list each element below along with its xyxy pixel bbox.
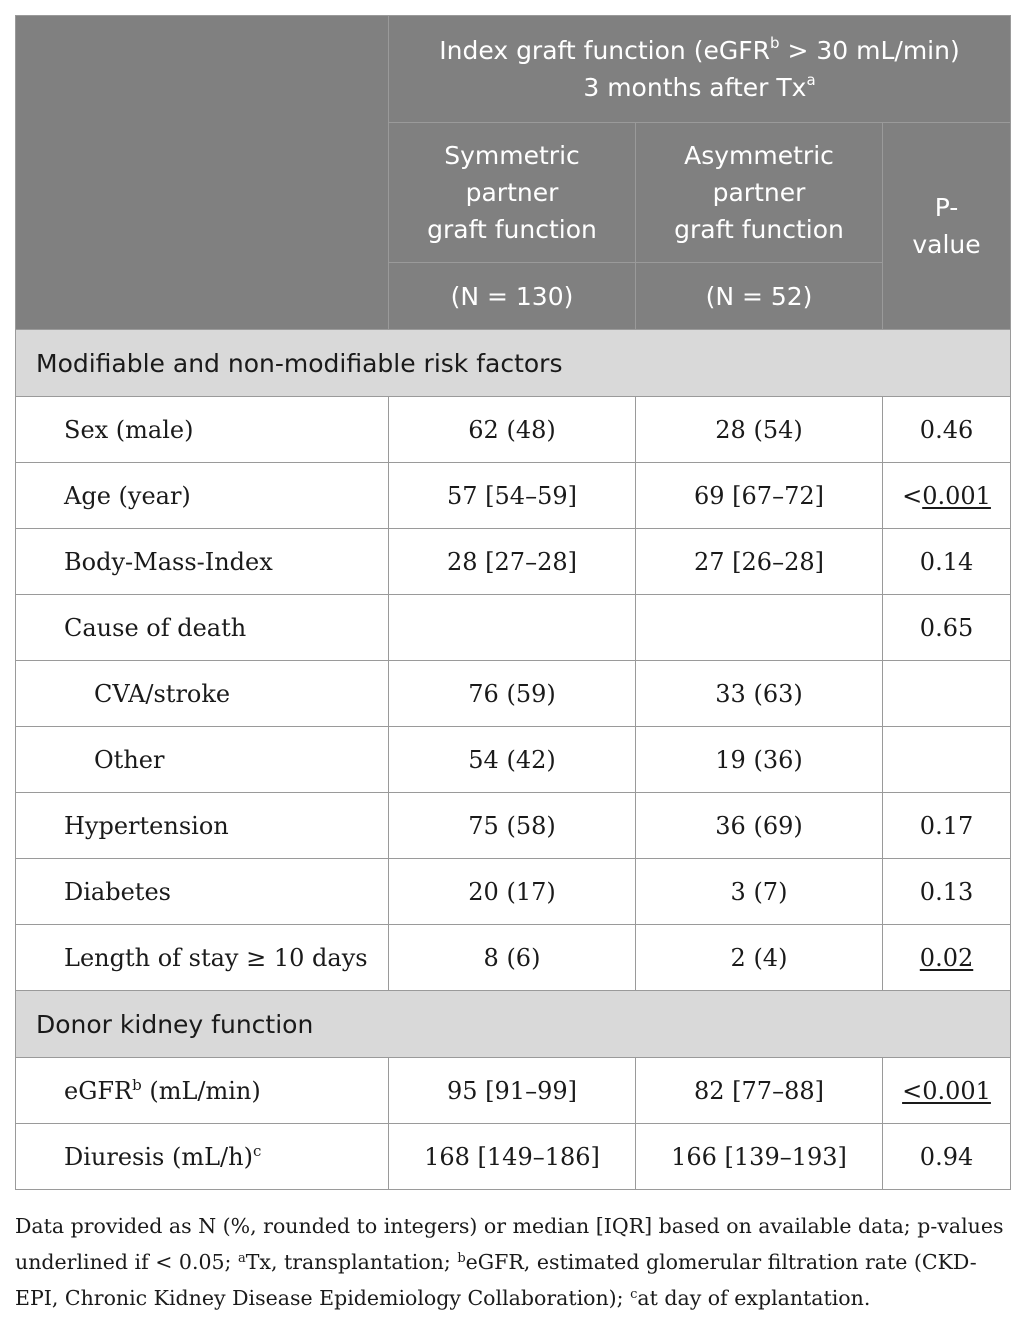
- footnote-text: Tx, transplantation;: [245, 1250, 458, 1274]
- footnote-sup: b: [457, 1251, 466, 1266]
- cell-symmetric: 168 [149–186]: [389, 1124, 636, 1190]
- table-row: [16, 595, 1011, 661]
- table-row: [16, 397, 1011, 463]
- cell-pvalue: 0.94: [883, 1124, 1011, 1190]
- row-label: Cause of death: [16, 595, 389, 661]
- cell-asymmetric: 28 (54): [636, 397, 883, 463]
- index-title: Index graft function (eGFR: [439, 36, 770, 65]
- results-table: [15, 15, 1011, 1190]
- row-label-sup: b: [132, 1075, 142, 1094]
- cell-asymmetric: 19 (36): [636, 727, 883, 793]
- header-n-asymmetric: (N = 52): [636, 263, 883, 330]
- pvalue-prefix: <: [902, 481, 923, 510]
- cell-pvalue: 0.14: [883, 529, 1011, 595]
- row-label-text: Diuresis (mL/h): [64, 1142, 253, 1171]
- cell-pvalue: [883, 1058, 1011, 1124]
- header-asymmetric-line: Asymmetric: [684, 141, 834, 170]
- header-n-symmetric: (N = 130): [389, 263, 636, 330]
- table-row: [16, 793, 1011, 859]
- table-header: [16, 16, 1011, 330]
- header-symmetric-line: partner: [465, 178, 559, 207]
- index-subtitle: 3 months after Tx: [583, 73, 807, 102]
- footnote-text: Data provided as N (%, rounded to integers) or median [IQR] based on available data; p-values underlined if < 0.05;: [15, 1214, 1004, 1274]
- cell-asymmetric: 33 (63): [636, 661, 883, 727]
- cell-pvalue: [883, 463, 1011, 529]
- section-title: Modifiable and non-modifiable risk factors: [16, 330, 1011, 397]
- cell-asymmetric: 3 (7): [636, 859, 883, 925]
- header-pvalue: [883, 123, 1011, 330]
- row-label-text: eGFR: [64, 1076, 133, 1105]
- index-subtitle-sup: a: [806, 70, 816, 89]
- footnote-sup: c: [630, 1287, 638, 1302]
- table-row: [16, 1124, 1011, 1190]
- cell-symmetric: 20 (17): [389, 859, 636, 925]
- cell-symmetric: 76 (59): [389, 661, 636, 727]
- cell-symmetric: 54 (42): [389, 727, 636, 793]
- row-label-end: (mL/min): [141, 1076, 261, 1105]
- footnote-sup: a: [237, 1251, 246, 1266]
- header-pvalue-line: value: [912, 230, 981, 259]
- row-label: Other: [16, 727, 389, 793]
- row-label: Age (year): [16, 463, 389, 529]
- header-asymmetric: [636, 123, 883, 263]
- footnote-text: eGFR, estimated glomerular filtration rate (CKD-EPI, Chronic Kidney Disease Epidemiology Collaboration);: [15, 1250, 977, 1310]
- table-row: [16, 859, 1011, 925]
- table-row: [16, 661, 1011, 727]
- table-footnote: [15, 1208, 1007, 1316]
- header-symmetric: [389, 123, 636, 263]
- cell-symmetric: 8 (6): [389, 925, 636, 991]
- row-label: Length of stay ≥ 10 days: [16, 925, 389, 991]
- cell-pvalue: [883, 925, 1011, 991]
- row-label: Body-Mass-Index: [16, 529, 389, 595]
- cell-asymmetric: [636, 595, 883, 661]
- cell-symmetric: 62 (48): [389, 397, 636, 463]
- table-row: [16, 1058, 1011, 1124]
- table-row: [16, 727, 1011, 793]
- row-label: Sex (male): [16, 397, 389, 463]
- cell-asymmetric: 36 (69): [636, 793, 883, 859]
- pvalue-significant: <0.001: [902, 1076, 991, 1105]
- section-title: Donor kidney function: [16, 991, 1011, 1058]
- header-pvalue-line: P-: [934, 193, 959, 222]
- cell-symmetric: 95 [91–99]: [389, 1058, 636, 1124]
- row-label: [16, 1058, 389, 1124]
- table-row: [16, 925, 1011, 991]
- cell-pvalue: 0.46: [883, 397, 1011, 463]
- table-row: [16, 529, 1011, 595]
- cell-pvalue: 0.65: [883, 595, 1011, 661]
- footnote-text: at day of explantation.: [637, 1286, 871, 1310]
- cell-asymmetric: 166 [139–193]: [636, 1124, 883, 1190]
- index-graft-header: [389, 16, 1011, 123]
- table-row: [16, 463, 1011, 529]
- header-asymmetric-line: graft function: [674, 215, 844, 244]
- index-title-end: > 30 mL/min): [779, 36, 960, 65]
- header-empty-cell: [16, 16, 389, 330]
- row-label: CVA/stroke: [16, 661, 389, 727]
- cell-symmetric: 28 [27–28]: [389, 529, 636, 595]
- header-asymmetric-line: partner: [712, 178, 806, 207]
- index-title-sup: b: [769, 33, 780, 52]
- cell-asymmetric: 2 (4): [636, 925, 883, 991]
- cell-pvalue: [883, 727, 1011, 793]
- cell-symmetric: 57 [54–59]: [389, 463, 636, 529]
- pvalue-significant: 0.001: [922, 481, 991, 510]
- header-symmetric-line: graft function: [427, 215, 597, 244]
- pvalue-significant: 0.02: [919, 943, 974, 972]
- cell-asymmetric: 27 [26–28]: [636, 529, 883, 595]
- results-table-container: [15, 15, 1010, 1190]
- cell-symmetric: 75 (58): [389, 793, 636, 859]
- cell-pvalue: [883, 661, 1011, 727]
- cell-asymmetric: 82 [77–88]: [636, 1058, 883, 1124]
- cell-pvalue: 0.17: [883, 793, 1011, 859]
- cell-symmetric: [389, 595, 636, 661]
- row-label: Diabetes: [16, 859, 389, 925]
- row-label-sup: c: [252, 1141, 262, 1160]
- header-symmetric-line: Symmetric: [444, 141, 580, 170]
- cell-asymmetric: 69 [67–72]: [636, 463, 883, 529]
- cell-pvalue: 0.13: [883, 859, 1011, 925]
- row-label: [16, 1124, 389, 1190]
- row-label: Hypertension: [16, 793, 389, 859]
